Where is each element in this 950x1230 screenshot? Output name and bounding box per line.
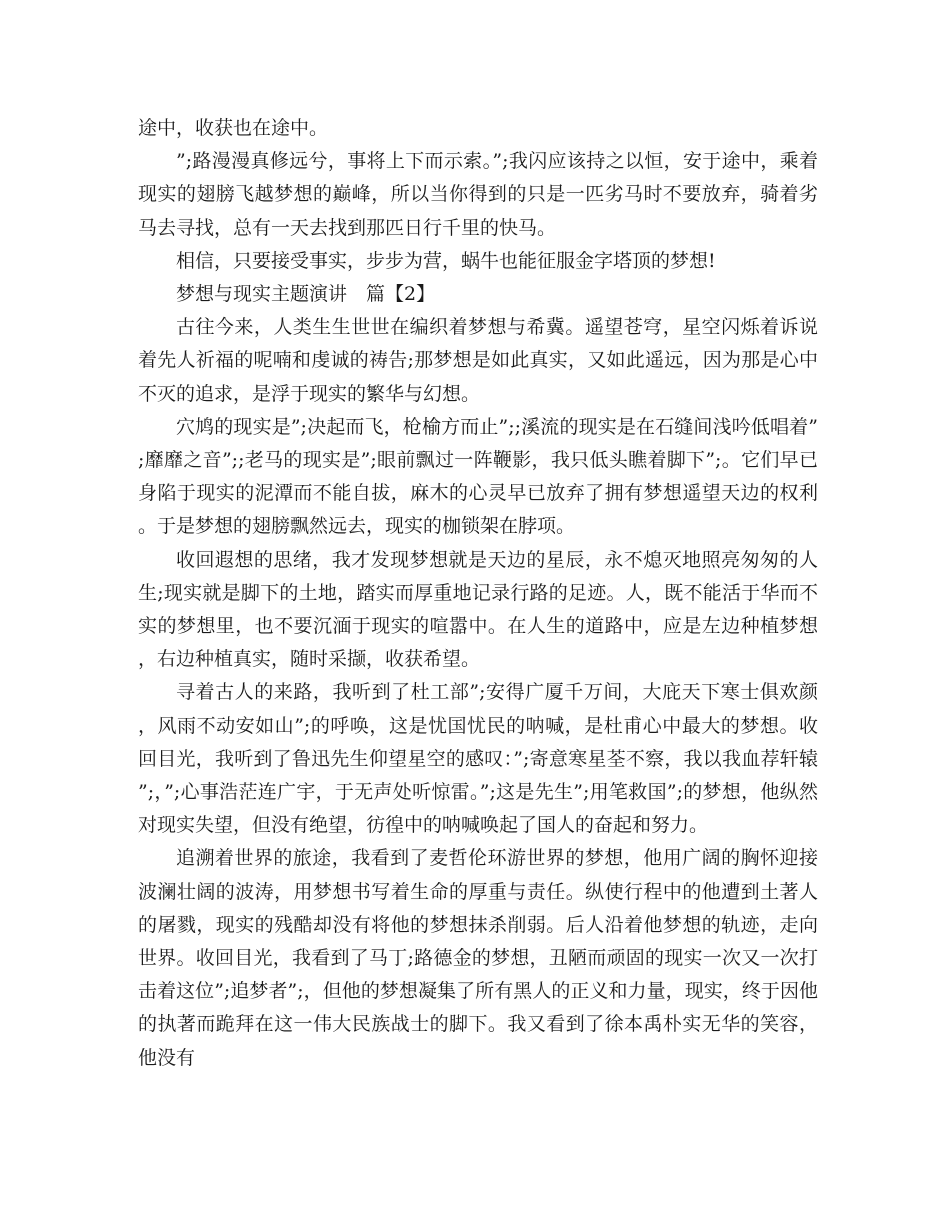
paragraph: 收回遐想的思绪，我才发现梦想就是天边的星辰，永不熄灭地照亮匆匆的人生;现实就是脚下的土地，踏实而厚重地记录行路的足迹。人，既不能活于华而不实的梦想里，也不要沉湎于现实的喧嚣中。在人生的道路中，应是左边种植梦想，右边种植真实，随时采撷，收获希望。 bbox=[138, 548, 818, 671]
section-heading: 梦想与现实主题演讲 篇【2】 bbox=[176, 283, 436, 306]
paragraph: ”;路漫漫真修远兮，事将上下而示索。”;我闪应该持之以恒，安于途中，乘着现实的翅膀飞越梦想的巅峰，所以当你得到的只是一匹劣马时不要放弃，骑着劣马去寻找，总有一天去找到那匹日行千里的快马。 bbox=[138, 150, 818, 239]
document-body bbox=[138, 112, 818, 1075]
paragraph: 追溯着世界的旅途，我看到了麦哲伦环游世界的梦想，他用广阔的胸怀迎接波澜壮阔的波涛，用梦想书写着生命的厚重与责任。纵使行程中的他遭到土著人的屠戮，现实的残酷却没有将他的梦想抹杀削弱。后人沿着他梦想的轨迹，走向世界。收回目光，我看到了马丁;路德金的梦想，丑陋而顽固的现实一次又一次打击着这位”;追梦者”;，但他的梦想凝集了所有黑人的正义和力量，现实，终于因他的执著而跪拜在这一伟大民族战士的脚下。我又看到了徐本禹朴实无华的笑容，他没有 bbox=[138, 847, 818, 1069]
paragraph: 古往今来，人类生生世世在编织着梦想与希冀。遥望苍穹，星空闪烁着诉说着先人祈福的呢喃和虔诚的祷告;那梦想是如此真实，又如此遥远，因为那是心中不灭的追求，是浮于现实的繁华与幻想。 bbox=[138, 316, 818, 405]
paragraph: 寻着古人的来路，我听到了杜工部”;安得广厦千万间，大庇天下寒士俱欢颜，风雨不动安如山”;的呼唤，这是忧国忧民的呐喊，是杜甫心中最大的梦想。收回目光，我听到了鲁迅先生仰望星空的感叹：”;寄意寒星荃不察，我以我血荐轩辕”;，”;心事浩茫连广宇，于无声处听惊雷。”;这是先生”;用笔救国”;的梦想，他纵然对现实失望，但没有绝望，彷徨中的呐喊唤起了国人的奋起和努力。 bbox=[138, 681, 818, 837]
paragraph: 相信，只要接受事实，步步为营，蜗牛也能征服金字塔顶的梦想! bbox=[176, 249, 716, 272]
paragraph-continuation: 途中，收获也在途中。 bbox=[138, 117, 329, 139]
paragraph: 穴鸠的现实是”;决起而飞，枪榆方而止”;;溪流的现实是在石缝间浅吟低唱着”;靡靡之音”;;老马的现实是”;眼前飘过一阵鞭影，我只低头瞧着脚下”;。它们早已身陷于现实的泥潭而不能自拔，麻木的心灵早已放弃了拥有梦想遥望天边的权利。于是梦想的翅膀飘然远去，现实的枷锁架在脖项。 bbox=[138, 415, 818, 538]
